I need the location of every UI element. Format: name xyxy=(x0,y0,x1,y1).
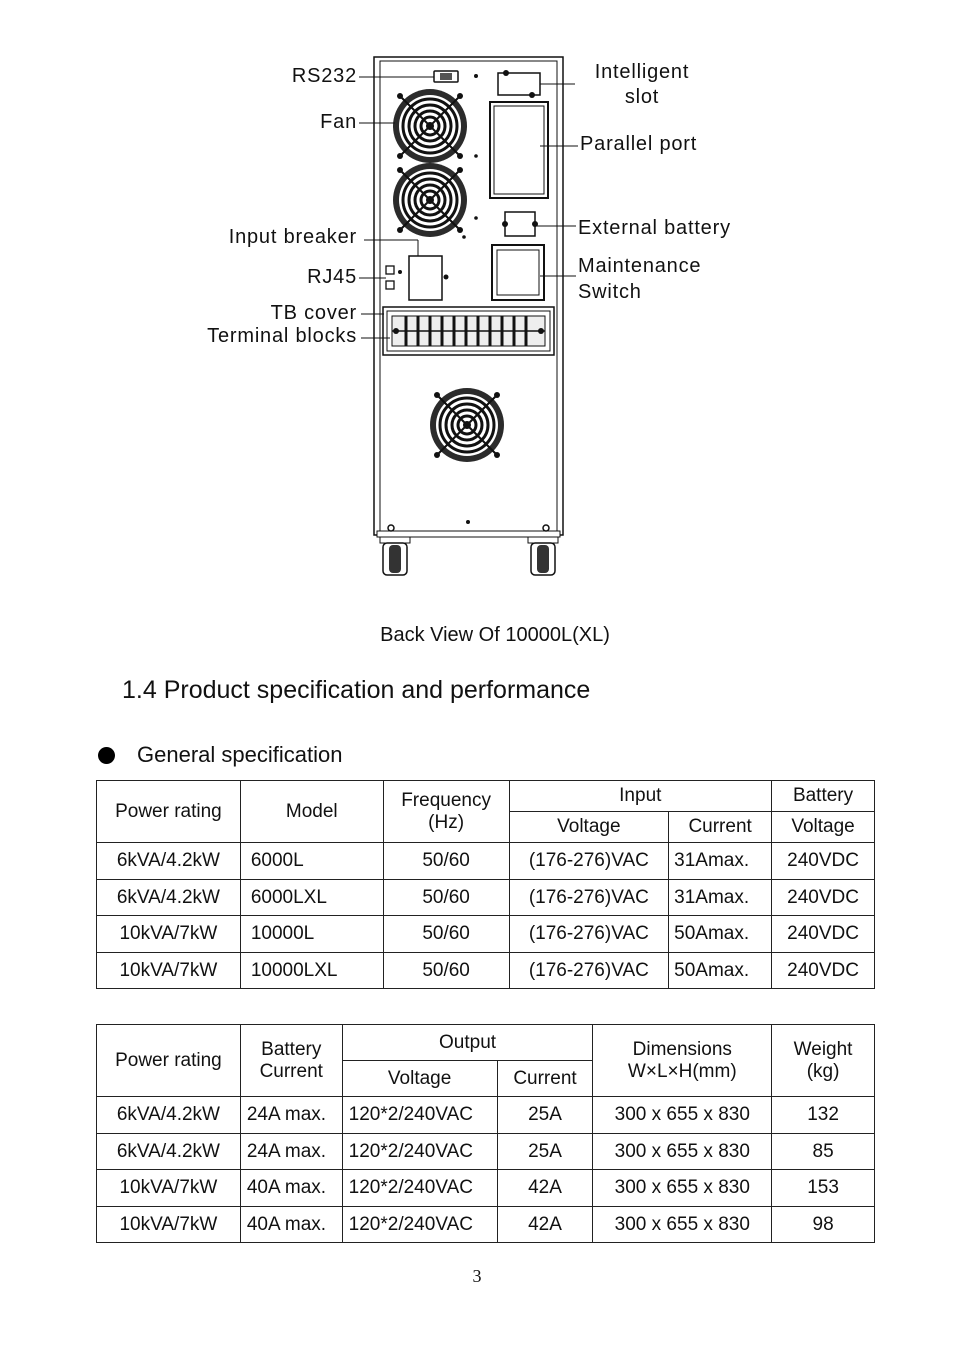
header-input-voltage: Voltage xyxy=(509,812,669,843)
cell-dimensions: 300 x 655 x 830 xyxy=(593,1170,772,1207)
cell-power-rating: 10kVA/7kW xyxy=(97,953,241,989)
cell-weight: 98 xyxy=(772,1207,875,1243)
cell-model: 6000LXL xyxy=(240,880,383,916)
header-power-rating: Power rating xyxy=(97,1025,241,1097)
cell-output-current: 42A xyxy=(497,1170,593,1207)
external-battery-connector xyxy=(502,212,538,236)
cell-battery-voltage: 240VDC xyxy=(772,916,875,953)
label-terminal-blocks: Terminal blocks xyxy=(207,325,357,347)
cell-dimensions: 300 x 655 x 830 xyxy=(593,1134,772,1170)
bullet-icon xyxy=(98,747,115,764)
cell-output-voltage: 120*2/240VAC xyxy=(342,1134,497,1170)
cell-frequency: 50/60 xyxy=(383,880,509,916)
upper-fan-2 xyxy=(393,163,467,237)
spec-table-input xyxy=(96,780,875,989)
right-caster xyxy=(528,537,558,575)
input-breaker xyxy=(409,256,449,300)
label-rj45: RJ45 xyxy=(307,266,357,288)
terminal-blocks xyxy=(383,307,554,355)
table-row xyxy=(97,916,875,953)
cell-power-rating: 10kVA/7kW xyxy=(97,1207,241,1243)
cell-model: 6000L xyxy=(240,843,383,880)
header-output-current: Current xyxy=(497,1061,593,1097)
cell-dimensions: 300 x 655 x 830 xyxy=(593,1207,772,1243)
table-row xyxy=(97,880,875,916)
header-power-rating: Power rating xyxy=(97,781,241,843)
cell-weight: 85 xyxy=(772,1134,875,1170)
table-row xyxy=(97,1134,875,1170)
left-caster xyxy=(380,537,410,575)
label-intelligent-slot: Intelligent slot xyxy=(594,61,690,108)
cell-output-voltage: 120*2/240VAC xyxy=(342,1097,497,1134)
figure-caption: Back View Of 10000L(XL) xyxy=(380,624,610,646)
label-parallel-port: Parallel port xyxy=(580,133,698,155)
page-number: 3 xyxy=(472,1266,482,1286)
cell-weight: 153 xyxy=(772,1170,875,1207)
cell-battery-current: 24A max. xyxy=(240,1097,342,1134)
cell-power-rating: 10kVA/7kW xyxy=(97,916,241,953)
cell-battery-current: 24A max. xyxy=(240,1134,342,1170)
cell-input-voltage: (176-276)VAC xyxy=(509,916,669,953)
spec-table-output xyxy=(96,1024,875,1243)
table-row xyxy=(97,843,875,880)
cell-battery-current: 40A max. xyxy=(240,1170,342,1207)
ups-back-view-diagram xyxy=(0,0,954,600)
label-input-breaker: Input breaker xyxy=(228,226,357,248)
cell-battery-voltage: 240VDC xyxy=(772,953,875,989)
cell-power-rating: 6kVA/4.2kW xyxy=(97,1097,241,1134)
table-row xyxy=(97,1097,875,1134)
upper-fan-1 xyxy=(393,89,467,163)
header-battery-voltage: Voltage xyxy=(772,812,875,843)
cell-output-voltage: 120*2/240VAC xyxy=(342,1170,497,1207)
header-dimensions: Dimensions W×L×H(mm) xyxy=(593,1025,772,1097)
cell-input-current: 31Amax. xyxy=(669,880,772,916)
cell-frequency: 50/60 xyxy=(383,843,509,880)
label-external-battery: External battery xyxy=(578,217,731,239)
intelligent-slot xyxy=(498,70,540,98)
cell-input-current: 31Amax. xyxy=(669,843,772,880)
cell-battery-voltage: 240VDC xyxy=(772,843,875,880)
header-output-voltage: Voltage xyxy=(342,1061,497,1097)
header-frequency: Frequency (Hz) xyxy=(383,781,509,843)
cell-input-voltage: (176-276)VAC xyxy=(509,843,669,880)
label-rs232: RS232 xyxy=(291,65,357,87)
subsection-title: General specification xyxy=(137,742,343,767)
cell-battery-voltage: 240VDC xyxy=(772,880,875,916)
header-weight: Weight (kg) xyxy=(772,1025,875,1097)
cell-output-current: 42A xyxy=(497,1207,593,1243)
header-battery-current: Battery Current xyxy=(240,1025,342,1097)
cell-power-rating: 6kVA/4.2kW xyxy=(97,880,241,916)
table-row xyxy=(97,1170,875,1207)
maintenance-switch xyxy=(492,245,544,300)
cell-weight: 132 xyxy=(772,1097,875,1134)
cell-output-current: 25A xyxy=(497,1134,593,1170)
label-fan: Fan xyxy=(320,111,357,133)
lower-fan xyxy=(430,388,504,462)
cell-dimensions: 300 x 655 x 830 xyxy=(593,1097,772,1134)
cell-power-rating: 6kVA/4.2kW xyxy=(97,1134,241,1170)
table-row xyxy=(97,1207,875,1243)
parallel-port xyxy=(490,102,548,198)
cell-output-voltage: 120*2/240VAC xyxy=(342,1207,497,1243)
section-title: 1.4 Product specification and performance xyxy=(122,676,591,704)
cell-input-current: 50Amax. xyxy=(669,916,772,953)
cell-frequency: 50/60 xyxy=(383,916,509,953)
cell-power-rating: 6kVA/4.2kW xyxy=(97,843,241,880)
cell-input-voltage: (176-276)VAC xyxy=(509,953,669,989)
cell-input-current: 50Amax. xyxy=(669,953,772,989)
header-battery: Battery xyxy=(772,781,875,812)
subsection-heading xyxy=(96,742,342,768)
cell-output-current: 25A xyxy=(497,1097,593,1134)
header-model: Model xyxy=(240,781,383,843)
label-maintenance-switch: Maintenance Switch xyxy=(578,255,702,303)
header-input-current: Current xyxy=(669,812,772,843)
label-tb-cover: TB cover xyxy=(270,302,357,324)
cell-model: 10000L xyxy=(240,916,383,953)
cell-input-voltage: (176-276)VAC xyxy=(509,880,669,916)
header-input: Input xyxy=(509,781,772,812)
cell-frequency: 50/60 xyxy=(383,953,509,989)
cell-power-rating: 10kVA/7kW xyxy=(97,1170,241,1207)
cell-model: 10000LXL xyxy=(240,953,383,989)
cell-battery-current: 40A max. xyxy=(240,1207,342,1243)
header-output: Output xyxy=(342,1025,593,1061)
table-row xyxy=(97,953,875,989)
